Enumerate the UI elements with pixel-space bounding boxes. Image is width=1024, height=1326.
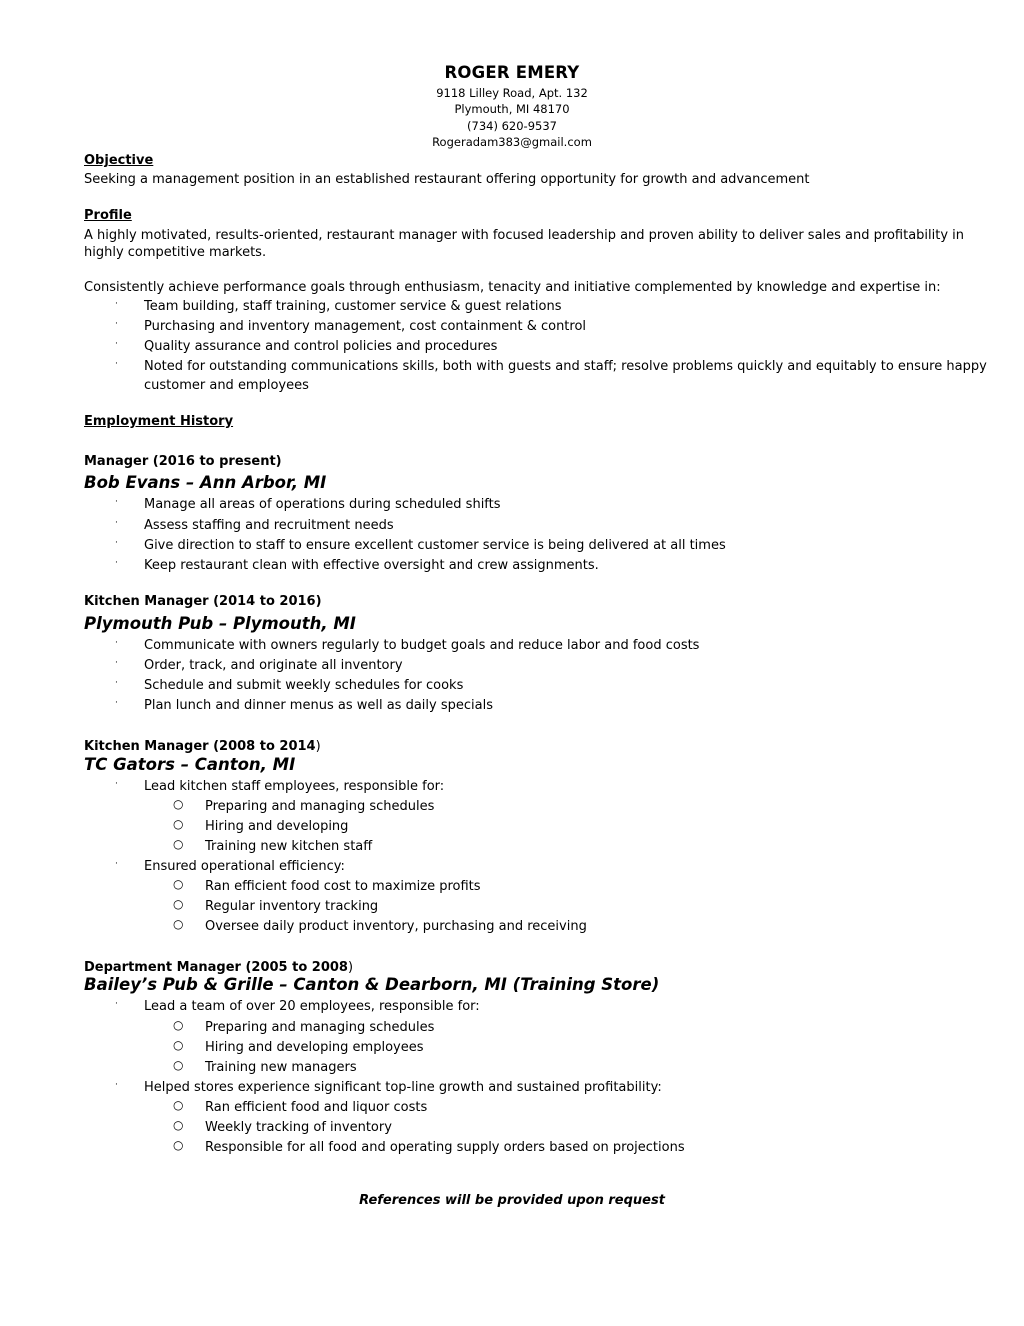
circle-bullet-icon: ○: [173, 897, 184, 911]
bullet-icon: ·: [115, 339, 118, 349]
job-duty: Schedule and submit weekly schedules for cooks: [144, 678, 464, 693]
profile-intro: Consistently achieve performance goals through enthusiasm, tenacity and initiative complemented by knowledge and expertise in:: [84, 280, 941, 295]
job-title: Kitchen Manager (2008 to 2014: [84, 739, 316, 754]
circle-bullet-icon: ○: [173, 1018, 184, 1032]
job-duty: Lead kitchen staff employees, responsible for:: [144, 779, 445, 794]
references-note: References will be provided upon request: [359, 1193, 665, 1208]
phone-number: (734) 620-9537: [467, 119, 557, 133]
bullet-icon: ·: [115, 779, 118, 789]
circle-bullet-icon: ○: [173, 1138, 184, 1152]
employment-history-heading: Employment History: [84, 414, 234, 429]
circle-bullet-icon: ○: [173, 817, 184, 831]
bullet-icon: ·: [115, 497, 118, 507]
profile-bullet: Noted for outstanding communications skills, both with guests and staff; resolve problems quickly and equitably to ensure happy: [144, 359, 987, 374]
job-duty: Manage all areas of operations during scheduled shifts: [144, 497, 501, 512]
circle-bullet-icon: ○: [173, 1058, 184, 1072]
bullet-icon: ·: [115, 319, 118, 329]
job-title-row: [84, 735, 321, 755]
company-name: Bailey’s Pub & Grille – Canton & Dearborn, MI (Training Store): [84, 975, 660, 994]
address-line-1: 9118 Lilley Road, Apt. 132: [436, 86, 588, 100]
bullet-icon: ·: [115, 859, 118, 869]
profile-bullet-continuation: customer and employees: [144, 378, 309, 393]
address-line-2: Plymouth, MI 48170: [454, 102, 570, 116]
job-title: Kitchen Manager (2014 to 2016): [84, 594, 322, 609]
profile-summary-line-2: highly competitive markets.: [84, 245, 267, 260]
job-duty: Order, track, and originate all inventory: [144, 658, 403, 673]
job-duty: Communicate with owners regularly to budget goals and reduce labor and food costs: [144, 638, 700, 653]
job-duty: Give direction to staff to ensure excellent customer service is being delivered at all times: [144, 538, 726, 553]
circle-bullet-icon: ○: [173, 1038, 184, 1052]
bullet-icon: ·: [115, 558, 118, 568]
bullet-icon: ·: [115, 359, 118, 369]
email-address: Rogeradam383@gmail.com: [432, 135, 592, 149]
job-sub-duty: Weekly tracking of inventory: [205, 1120, 392, 1135]
objective-heading: Objective: [84, 153, 154, 168]
profile-summary-line-1: A highly motivated, results-oriented, restaurant manager with focused leadership and proven ability to deliver sales and profitability in: [84, 228, 965, 243]
job-sub-duty: Oversee daily product inventory, purchasing and receiving: [205, 919, 587, 934]
profile-bullet: Team building, staff training, customer service & guest relations: [144, 299, 562, 314]
job-sub-duty: Training new managers: [205, 1060, 357, 1075]
company-name: Bob Evans – Ann Arbor, MI: [84, 473, 327, 492]
job-sub-duty: Hiring and developing employees: [205, 1040, 424, 1055]
profile-heading: Profile: [84, 208, 132, 223]
job-duty: Plan lunch and dinner menus as well as daily specials: [144, 698, 493, 713]
profile-bullet: Purchasing and inventory management, cost containment & control: [144, 319, 587, 334]
job-title: Manager (2016 to present): [84, 454, 282, 469]
circle-bullet-icon: ○: [173, 797, 184, 811]
bullet-icon: ·: [115, 999, 118, 1009]
job-title-row: [84, 956, 353, 976]
bullet-icon: ·: [115, 638, 118, 648]
objective-text: Seeking a management position in an established restaurant offering opportunity for growth and advancement: [84, 172, 810, 187]
job-duty: Ensured operational efficiency:: [144, 859, 345, 874]
circle-bullet-icon: ○: [173, 917, 184, 931]
job-title-tail: ): [347, 960, 354, 975]
job-sub-duty: Regular inventory tracking: [205, 899, 379, 914]
bullet-icon: ·: [115, 1080, 118, 1090]
job-title: Department Manager (2005 to 2008: [84, 960, 348, 975]
company-name: Plymouth Pub – Plymouth, MI: [84, 614, 356, 633]
job-sub-duty: Preparing and managing schedules: [205, 799, 435, 814]
job-sub-duty: Preparing and managing schedules: [205, 1020, 435, 1035]
bullet-icon: ·: [115, 518, 118, 528]
bullet-icon: ·: [115, 538, 118, 548]
job-duty: Assess staffing and recruitment needs: [144, 518, 394, 533]
job-title-tail: ): [315, 739, 321, 754]
job-sub-duty: Hiring and developing: [205, 819, 349, 834]
circle-bullet-icon: ○: [173, 877, 184, 891]
job-duty: Keep restaurant clean with effective oversight and crew assignments.: [144, 558, 599, 573]
profile-bullet: Quality assurance and control policies and procedures: [144, 339, 498, 354]
candidate-name: ROGER EMERY: [444, 63, 580, 82]
bullet-icon: ·: [115, 698, 118, 708]
job-sub-duty: Ran efficient food and liquor costs: [205, 1100, 428, 1115]
job-sub-duty: Ran efficient food cost to maximize profits: [205, 879, 481, 894]
circle-bullet-icon: ○: [173, 1098, 184, 1112]
circle-bullet-icon: ○: [173, 837, 184, 851]
company-name: TC Gators – Canton, MI: [84, 755, 296, 774]
job-sub-duty: Training new kitchen staff: [205, 839, 373, 854]
job-duty: Helped stores experience significant top-line growth and sustained profitability:: [144, 1080, 662, 1095]
bullet-icon: ·: [115, 299, 118, 309]
bullet-icon: ·: [115, 658, 118, 668]
circle-bullet-icon: ○: [173, 1118, 184, 1132]
job-duty: Lead a team of over 20 employees, responsible for:: [144, 999, 480, 1014]
bullet-icon: ·: [115, 678, 118, 688]
job-sub-duty: Responsible for all food and operating supply orders based on projections: [205, 1140, 685, 1155]
